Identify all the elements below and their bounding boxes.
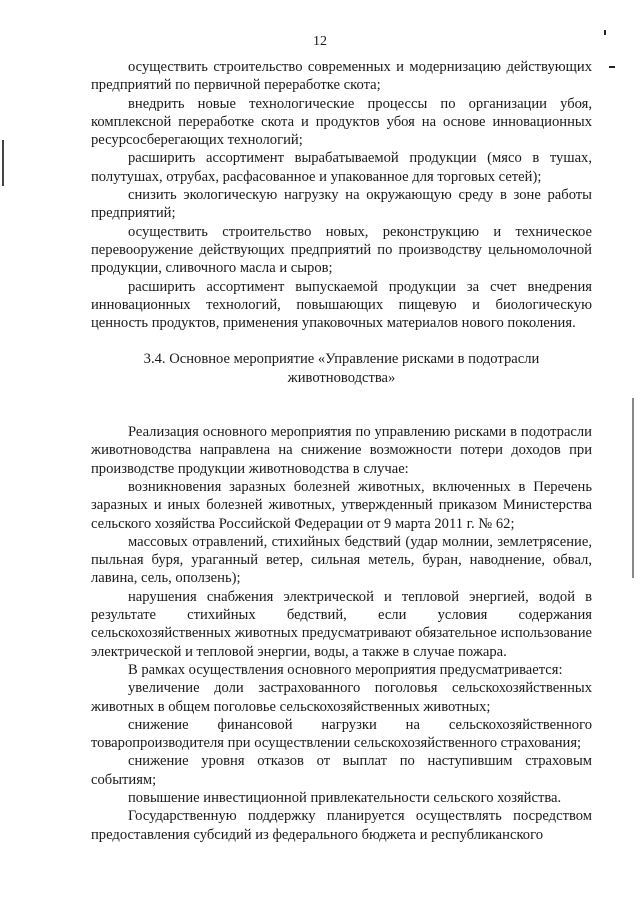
page-number: 12 [313, 34, 327, 49]
paragraph: внедрить новые технологические процессы по организации убоя, комплексной переработке скота и продуктов убоя на основе инновационных ресурсосберегающих технологий; [91, 95, 592, 149]
paragraph: расширить ассортимент выпускаемой продукции за счет внедрения инновационных технологий, повышающих пищевую и биологическую ценность продуктов, применения упаковочных материалов нового поколения. [91, 278, 592, 332]
paragraph: В рамках осуществления основного мероприятия предусматривается: [128, 661, 563, 678]
scan-mark [604, 30, 606, 35]
paragraph: снижение уровня отказов от выплат по наступившим страховым событиям; [91, 753, 592, 788]
paragraph: Государственную поддержку планируется осуществлять посредством предоставления субсидий из федерального бюджета и республиканского [91, 808, 592, 843]
paragraph: массовых отравлений, стихийных бедствий (удар молнии, землетрясение, пыльная буря, ураганный ветер, сильная метель, буран, наводнение, обвал, лавина, сель, оползень); [91, 533, 592, 587]
paragraph: возникновения заразных болезней животных, включенных в Перечень заразных и иных болезней животных, утвержденный приказом Министерства сельского хозяйства Российской Федерации от 9 марта 2011 г. № 62; [91, 478, 592, 532]
paragraph: снижение финансовой нагрузки на сельскохозяйственного товаропроизводителя при осуществлении сельскохозяйственного страхования; [91, 716, 592, 752]
paragraph: нарушения снабжения электрической и тепловой энергией, водой в результате стихийных бедствий, если условия содержания сельскохозяйственных животных предусматривают обязательное использование электрической и тепловой энергии, воды, а также в случае пожара. [91, 588, 592, 660]
scan-mark [609, 66, 615, 68]
paragraph: увеличение доли застрахованного поголовья сельскохозяйственных животных в общем поголовье сельскохозяйственных животных; [91, 680, 592, 715]
paragraph: осуществить строительство новых, реконструкцию и техническое перевооружение действующих предприятий по производству цельномолочной продукции, сливочного масла и сыров; [91, 223, 592, 277]
paragraph: расширить ассортимент вырабатываемой продукции (мясо в тушах, полутушах, отрубах, расфасованное и упакованное для торговых сетей); [91, 150, 592, 185]
paragraph: Реализация основного мероприятия по управлению рисками в подотрасли животноводства направлена на снижение возможности потери доходов при производстве продукции животноводства в случае: [91, 424, 592, 477]
paragraph: снизить экологическую нагрузку на окружающую среду в зоне работы предприятий; [91, 187, 592, 222]
paragraph: повышение инвестиционной привлекательности сельского хозяйства. [128, 789, 562, 806]
paragraph: осуществить строительство современных и модернизацию действующих предприятий по первичной переработке скота; [91, 59, 592, 94]
scan-mark [2, 140, 4, 186]
document-body [91, 58, 592, 844]
section-heading: 3.4. Основное мероприятие «Управление рисками в подотрасли животноводства» [143, 351, 540, 386]
scan-mark [632, 398, 634, 578]
